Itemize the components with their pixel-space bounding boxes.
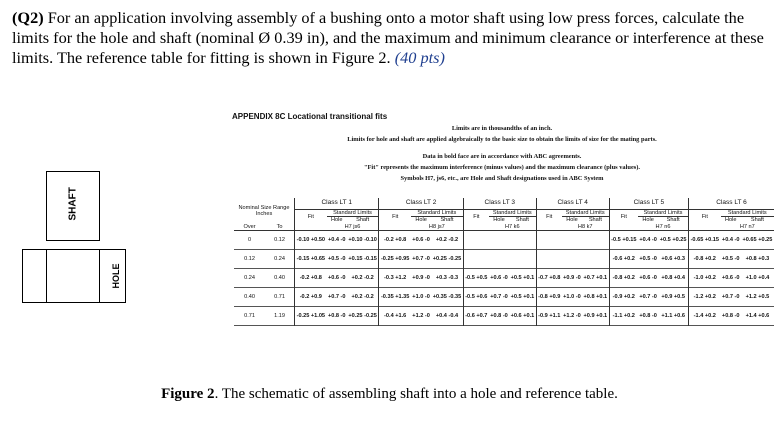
- nominal-size-header: Nominal Size Range Inches: [234, 198, 295, 224]
- appendix-title: APPENDIX 8C Locational transitional fits: [232, 112, 388, 121]
- table-cell: +0.5 -0: [639, 256, 657, 263]
- table-cell: +0.4 -0: [721, 237, 740, 244]
- size-to: 0.40: [265, 269, 294, 288]
- table-note-1: Limits are in thousandths of an inch.: [451, 125, 553, 132]
- hole-bore: [46, 249, 100, 303]
- table-cell: -0.7 +0.8: [538, 275, 561, 282]
- table-cell: -0.25 +0.95: [380, 256, 410, 263]
- table-cell: +0.9 +0.1: [582, 307, 609, 326]
- table-cell: +0.8 +0.4: [658, 269, 688, 288]
- table-cell: +0.2 -0.2: [431, 231, 463, 250]
- std-limits-header: Standard Limits: [562, 210, 609, 217]
- table-cell: +0.8 -0: [490, 313, 508, 320]
- question-body: For an application involving assembly of a bushing onto a motor shaft using low press forces, calculate the limits for the hole and shaft (nominal Ø 0.39 in), and the maximum and minimum clearance or interference at these limits. The reference table for fitting is shown in Figure 2.: [12, 8, 764, 67]
- size-over: 0: [247, 237, 252, 244]
- table-cell: -0.8 +0.9: [538, 294, 561, 301]
- table-cell: -0.5 +0.5: [465, 275, 488, 282]
- table-cell: +0.7 +0.1: [582, 269, 609, 288]
- class-header: Class LT 5: [609, 198, 688, 210]
- shaft-col-header: Shaft: [658, 217, 688, 224]
- table-cell: -0.2 +0.8: [299, 275, 322, 282]
- table-cell: +0.7 -0: [490, 294, 508, 301]
- table-cell: +0.6 -0: [490, 275, 508, 282]
- table-cell: +0.8 +0.1: [582, 288, 609, 307]
- table-cell: -1.2 +0.2: [693, 294, 716, 301]
- table-cell: +0.6 +0.1: [509, 307, 536, 326]
- table-cell: +0.6 -0: [412, 237, 430, 244]
- table-cell: [562, 231, 582, 250]
- hole-col-header: Hole: [638, 217, 658, 224]
- table-cell: +0.65 +0.25: [742, 237, 773, 244]
- table-cell: +0.2 -0.2: [347, 269, 379, 288]
- table-cell: +0.4 -0: [327, 237, 346, 244]
- std-limits-header: Standard Limits: [411, 210, 463, 217]
- table-cell: -0.8 +0.2: [693, 256, 716, 263]
- table-cell: +0.7 -0: [327, 294, 346, 301]
- table-cell: +1.2 -0: [563, 313, 581, 320]
- over-header: Over: [243, 223, 256, 230]
- table-cell: -0.2 +0.8: [384, 237, 407, 244]
- question-text: [12, 8, 772, 68]
- table-cell: +0.8 -0: [639, 313, 657, 320]
- table-cell: +0.9 +0.5: [658, 288, 688, 307]
- table-cell: +0.8 -0: [721, 313, 740, 320]
- table-row: [234, 307, 774, 326]
- table-cell: +1.0 +0.4: [745, 275, 770, 282]
- table-cell: [582, 250, 609, 269]
- fit-table-body: [234, 231, 774, 326]
- shaft-col-header: Shaft: [741, 217, 774, 224]
- shaft-col-header: Shaft: [431, 217, 463, 224]
- class-header: Class LT 1: [295, 198, 379, 210]
- reference-table-image: [228, 108, 776, 376]
- table-cell: +1.4 +0.6: [745, 313, 770, 320]
- size-over: 0.24: [244, 275, 255, 282]
- class-header: Class LT 2: [379, 198, 463, 210]
- hole-col-header: Hole: [721, 217, 741, 224]
- table-cell: [489, 231, 509, 250]
- designation: H8 js7: [411, 224, 463, 231]
- table-cell: +0.3 -0.3: [431, 269, 463, 288]
- size-over: 0.71: [244, 313, 255, 320]
- table-cell: +0.6 -0: [327, 275, 346, 282]
- fit-header: Fit: [307, 213, 314, 220]
- fit-header: Fit: [392, 213, 399, 220]
- fit-header: Fit: [546, 213, 553, 220]
- table-cell: -1.4 +0.2: [693, 313, 716, 320]
- table-cell: -0.65 +0.15: [690, 237, 720, 244]
- class-header: Class LT 6: [689, 198, 774, 210]
- table-note-2: Limits for hole and shaft are applied algebraically to the basic size to obtain the limits of size for the mating parts.: [347, 136, 657, 143]
- table-cell: -1.1 +0.2: [612, 313, 635, 320]
- table-cell: -0.5 +0.6: [465, 294, 488, 301]
- question-points: (40 pts): [394, 48, 445, 67]
- table-note-3: Data in bold face are in accordance with ABC agreements.: [422, 153, 582, 160]
- hole-label: HOLE: [111, 263, 121, 289]
- table-cell: +0.8 -0: [327, 313, 346, 320]
- size-to: 1.19: [265, 307, 294, 326]
- question-label: (Q2): [12, 8, 44, 27]
- table-cell: +0.5 +0.1: [509, 269, 536, 288]
- table-cell: [463, 231, 489, 250]
- size-over: 0.12: [244, 256, 255, 263]
- figure-caption: [0, 386, 779, 403]
- table-cell: +0.6 -0: [639, 275, 657, 282]
- class-header: Class LT 4: [536, 198, 609, 210]
- size-to: 0.71: [265, 288, 294, 307]
- caption-text: . The schematic of assembling shaft into a hole and reference table.: [214, 386, 618, 402]
- std-limits-header: Standard Limits: [327, 210, 379, 217]
- table-cell: +0.6 +0.3: [658, 250, 688, 269]
- table-cell: +0.5 +0.1: [509, 288, 536, 307]
- table-cell: +0.2 -0.2: [347, 288, 379, 307]
- designation: H7 k6: [489, 224, 536, 231]
- size-to: 0.12: [265, 231, 294, 250]
- table-cell: +0.5 -0: [721, 256, 740, 263]
- hole-col-header: Hole: [562, 217, 582, 224]
- designation: H7 n7: [739, 223, 755, 230]
- table-cell: +1.0 -0: [412, 294, 430, 301]
- table-row: [234, 288, 774, 307]
- designation: H8 k7: [562, 224, 609, 231]
- table-cell: [509, 250, 536, 269]
- table-cell: +0.35 -0.35: [431, 288, 463, 307]
- to-header: To: [265, 224, 294, 231]
- table-cell: [562, 250, 582, 269]
- shaft-col-header: Shaft: [582, 217, 609, 224]
- table-cell: +0.4 -0.4: [431, 307, 463, 326]
- table-cell: [489, 250, 509, 269]
- table-cell: +0.7 -0: [412, 256, 430, 263]
- class-header: Class LT 3: [463, 198, 536, 210]
- table-row: [234, 269, 774, 288]
- table-cell: [463, 250, 489, 269]
- table-cell: -0.9 +0.2: [612, 294, 635, 301]
- std-limits-header: Standard Limits: [638, 210, 689, 217]
- table-cell: +0.10 -0.10: [347, 231, 379, 250]
- table-cell: +0.8 +0.3: [745, 256, 770, 263]
- hole-col-header: Hole: [411, 217, 431, 224]
- table-cell: +0.25 -0.25: [431, 250, 463, 269]
- table-cell: [509, 231, 536, 250]
- shaft-col-header: Shaft: [347, 217, 379, 224]
- table-cell: -0.15 +0.65: [296, 256, 326, 263]
- hole-col-header: Hole: [327, 217, 347, 224]
- table-note-4: "Fit" represents the maximum interference (minus values) and the maximum clearance (plus values).: [363, 164, 640, 171]
- table-cell: +0.9 -0: [563, 275, 581, 282]
- table-cell: +0.9 -0: [412, 275, 430, 282]
- table-cell: +0.6 -0: [721, 275, 740, 282]
- table-cell: +1.2 +0.5: [745, 294, 770, 301]
- table-row: [234, 231, 774, 250]
- table-cell: [536, 250, 562, 269]
- table-cell: +0.15 -0.15: [347, 250, 379, 269]
- table-cell: -0.25 +1.05: [296, 313, 326, 320]
- table-cell: +0.7 -0: [639, 294, 657, 301]
- table-cell: +0.5 -0: [327, 256, 346, 263]
- table-cell: +1.2 -0: [412, 313, 430, 320]
- size-over: 0.40: [244, 294, 255, 301]
- fit-header: Fit: [701, 213, 708, 220]
- hole-col-header: Hole: [489, 217, 509, 224]
- fit-table: [234, 198, 774, 326]
- table-cell: +0.7 -0: [721, 294, 740, 301]
- table-cell: -0.10 +0.50: [296, 237, 326, 244]
- table-cell: -1.0 +0.2: [693, 275, 716, 282]
- fit-header: Fit: [473, 213, 480, 220]
- table-cell: +0.5 +0.25: [658, 231, 688, 250]
- table-cell: -0.6 +0.2: [612, 256, 635, 263]
- table-cell: -0.4 +1.6: [384, 313, 407, 320]
- table-cell: +1.0 -0: [563, 294, 581, 301]
- table-cell: -0.6 +0.7: [465, 313, 488, 320]
- table-row: [234, 250, 774, 269]
- table-cell: -0.35 +1.35: [380, 294, 410, 301]
- shaft-label: SHAFT: [67, 187, 79, 221]
- table-cell: -0.5 +0.15: [611, 237, 637, 244]
- size-to: 0.24: [265, 250, 294, 269]
- table-cell: -0.2 +0.9: [299, 294, 322, 301]
- std-limits-header: Standard Limits: [727, 210, 767, 216]
- table-cell: +0.25 -0.25: [347, 307, 379, 326]
- table-cell: +1.1 +0.6: [658, 307, 688, 326]
- table-note-5: Symbols H7, js6, etc., are Hole and Shaft designations used in ABC System: [400, 175, 604, 182]
- table-cell: -0.8 +0.2: [612, 275, 635, 282]
- designation: H7 n6: [638, 224, 689, 231]
- table-cell: +0.4 -0: [639, 237, 657, 244]
- caption-label: Figure 2: [161, 386, 215, 402]
- table-cell: [536, 231, 562, 250]
- fit-header: Fit: [620, 213, 627, 220]
- std-limits-header: Standard Limits: [489, 210, 536, 217]
- table-cell: -0.9 +1.1: [538, 313, 561, 320]
- table-cell: -0.3 +1.2: [384, 275, 407, 282]
- table-cell: [582, 231, 609, 250]
- designation: H7 js6: [327, 224, 379, 231]
- shaft-col-header: Shaft: [509, 217, 536, 224]
